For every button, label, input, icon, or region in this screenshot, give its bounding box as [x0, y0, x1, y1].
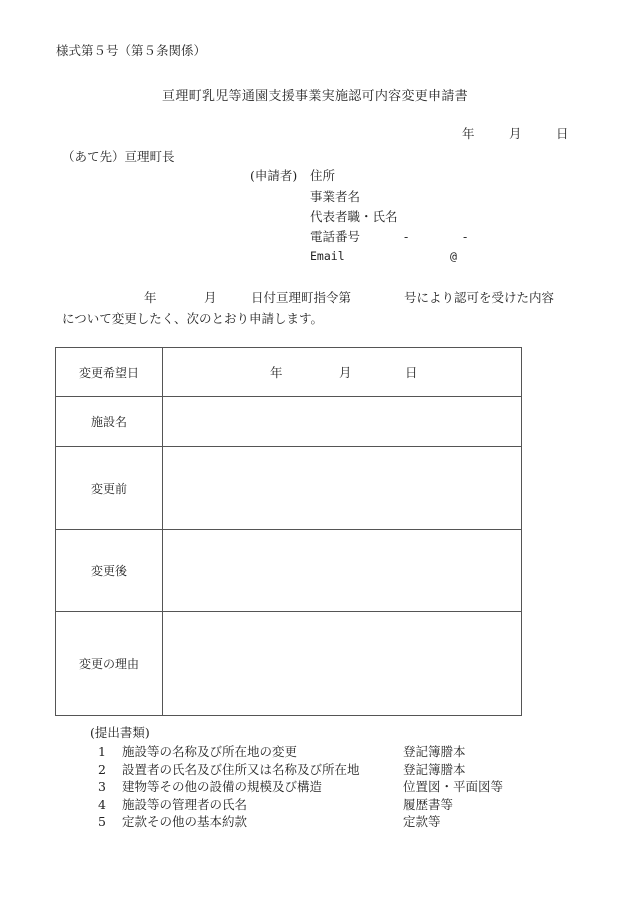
reason-field[interactable]	[163, 612, 522, 716]
date-day-label: 日	[556, 126, 569, 141]
row-label: 変更希望日	[56, 348, 163, 397]
phone-separator: -	[463, 229, 468, 244]
document-title: 亘理町乳児等通園支援事業実施認可内容変更申請書	[162, 89, 468, 104]
row-label: 施設名	[56, 397, 163, 447]
doc-item-required: 履歴書等	[403, 797, 454, 812]
desired-date-month: 月	[339, 365, 352, 380]
doc-item-change: 施設等の名称及び所在地の変更	[122, 744, 298, 759]
before-change-field[interactable]	[163, 447, 522, 530]
doc-item-required: 位置図・平面図等	[403, 779, 504, 794]
email-field-label: Email	[310, 249, 345, 263]
table-row-after-change	[56, 530, 522, 612]
doc-item-required: 登記簿謄本	[403, 744, 466, 759]
row-label: 変更前	[56, 447, 163, 530]
approval-year-label: 年	[144, 290, 157, 305]
desired-date-field[interactable]	[163, 348, 522, 397]
row-label: 変更の理由	[56, 612, 163, 716]
addressee: （あて先）亘理町長	[62, 149, 175, 164]
doc-item-change: 設置者の氏名及び住所又は名称及び所在地	[122, 762, 360, 777]
approval-month-label: 月	[204, 290, 217, 305]
facility-name-field[interactable]	[163, 397, 522, 447]
business-name-field-label: 事業者名	[310, 189, 361, 204]
approval-rest-text: 号により認可を受けた内容	[404, 290, 555, 305]
doc-item-number: 5	[98, 814, 106, 829]
doc-item-change: 定款その他の基本約款	[122, 814, 248, 829]
request-text: について変更したく、次のとおり申請します。	[62, 311, 324, 326]
date-year-label: 年	[462, 126, 475, 141]
table-row-facility-name	[56, 397, 522, 447]
table-row-before-change	[56, 447, 522, 530]
row-label: 変更後	[56, 530, 163, 612]
date-month-label: 月	[509, 126, 522, 141]
doc-item-number: 4	[98, 797, 106, 812]
submission-docs-heading: (提出書類)	[90, 725, 150, 740]
email-at-sign: @	[450, 249, 457, 263]
desired-date-year: 年	[270, 365, 283, 380]
doc-item-required: 登記簿謄本	[403, 762, 466, 777]
doc-item-change: 施設等の管理者の氏名	[122, 797, 248, 812]
after-change-field[interactable]	[163, 530, 522, 612]
change-details-table	[55, 347, 522, 716]
representative-field-label: 代表者職・氏名	[310, 209, 398, 224]
phone-field-label: 電話番号	[310, 229, 361, 244]
applicant-label: (申請者)	[250, 168, 298, 183]
desired-date-day: 日	[405, 365, 418, 380]
doc-item-required: 定款等	[403, 814, 441, 829]
form-number: 様式第５号（第５条関係）	[56, 43, 207, 58]
doc-item-number: 3	[98, 779, 106, 794]
doc-item-number: 1	[98, 744, 106, 759]
table-row-desired-date	[56, 348, 522, 397]
doc-item-number: 2	[98, 762, 106, 777]
address-field-label: 住所	[310, 168, 336, 183]
approval-ref-text: 日付亘理町指令第	[251, 290, 352, 305]
table-row-reason	[56, 612, 522, 716]
phone-separator: -	[404, 229, 409, 244]
doc-item-change: 建物等その他の設備の規模及び構造	[122, 779, 323, 794]
